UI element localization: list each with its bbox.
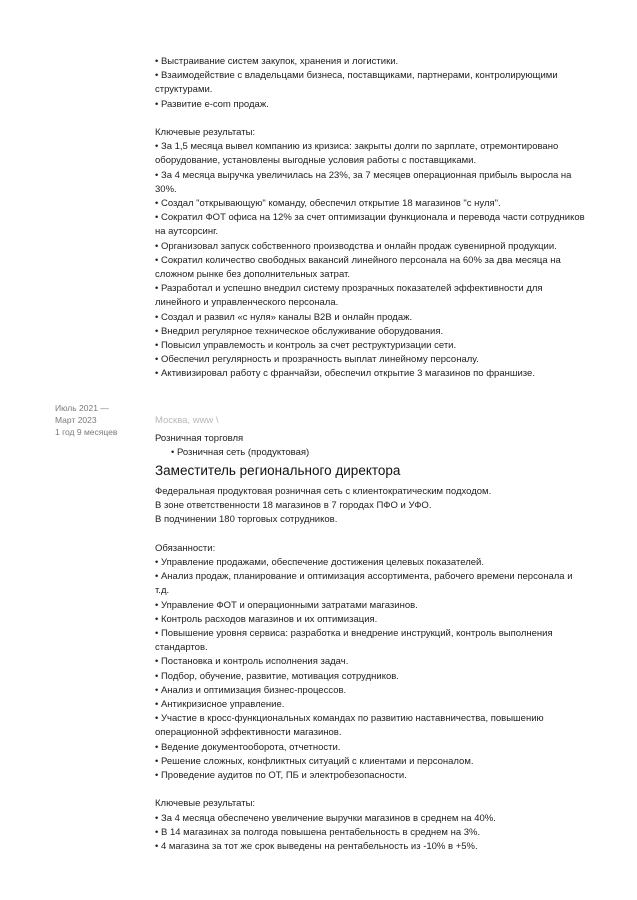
job-entry <box>155 414 585 854</box>
job-duration: 1 год 9 месяцев <box>55 427 118 437</box>
job-industry-sub: • Розничная сеть (продуктовая) <box>171 447 310 458</box>
job-period-end: Март 2023 <box>55 415 97 425</box>
job-position-title: Заместитель регионального директора <box>155 463 401 478</box>
job-period <box>55 402 145 438</box>
job-description: Федеральная продуктовая розничная сеть с клиентократическим подходом. В зоне ответственности 18 магазинов в 7 городах ПФО и УФО. В подчинении 180 торговых сотрудников. Обязанности: • Управление продажами, обеспечение достижения целевых показателей. • Анализ продаж, планирование и оптимизация ассортимента, рабочего времени персонала и т.д. • Управление ФОТ и операционными затратами магазинов. • Контроль расходов магазинов и их оптимизация. • Повышение уровня сервиса: разработка и внедрение инструкций, контроль выполнения стандартов. • Постановка и контроль исполнения задач. • Подбор, обучение, развитие, мотивация сотрудников. • Анализ и оптимизация бизнес-процессов. • Антикризисное управление. • Участие в кросс-функциональных командах по развитию наставничества, повышению операционной эффективности магазинов. • Ведение документооборота, отчетности. • Решение сложных, конфликтных ситуаций с клиентами и персоналом. • Проведение аудитов по ОТ, ПБ и электробезопасности. Ключевые результаты: • За 4 месяца обеспечено увеличение выручки магазинов в среднем на 40%. • В 14 магазинах за полгода повышена рентабельность в среднем на 3%. • 4 магазина за тот же срок выведены на рентабельность из -10% в +5%. <box>155 486 573 853</box>
job-location: Москва, www \ <box>155 415 219 426</box>
previous-job-text: • Выстраивание систем закупок, хранения и логистики. • Взаимодействие с владельцами бизнеса, поставщиками, партнерами, контролирующими структурами. • Развитие e-com продаж. Ключевые результаты: • За 1,5 месяца вывел компанию из кризиса: закрыты долги по зарплате, отремонтировано оборудование, установлены выгодные условия работы с поставщиками. • За 4 месяца выручка увеличилась на 23%, за 7 месяцев операционная прибыль выросла на 30%. • Создал "открывающую" команду, обеспечил открытие 18 магазинов "с нуля". • Сократил ФОТ офиса на 12% за счет оптимизации функционала и перевода части сотрудников на аутсорсинг. • Организовал запуск собственного производства и онлайн продаж сувенирной продукции. • Сократил количество свободных вакансий линейного персонала на 60% за два месяца на сложном рынке без дополнительных затрат. • Разработал и успешно внедрил систему прозрачных показателей эффективности для линейного и управленческого персонала. • Создал и развил «с нуля» каналы B2B и онлайн продаж. • Внедрил регулярное техническое обслуживание оборудования. • Повысил управлемость и контроль за счет реструктуризации сети. • Обеспечил регулярность и прозрачность выплат линейному персоналу. • Активизировал работу с франчайзи, обеспечил открытие 3 магазинов по франшизе. <box>155 56 585 380</box>
job-industry: Розничная торговля <box>155 433 244 444</box>
job-period-start: Июль 2021 — <box>55 403 109 413</box>
